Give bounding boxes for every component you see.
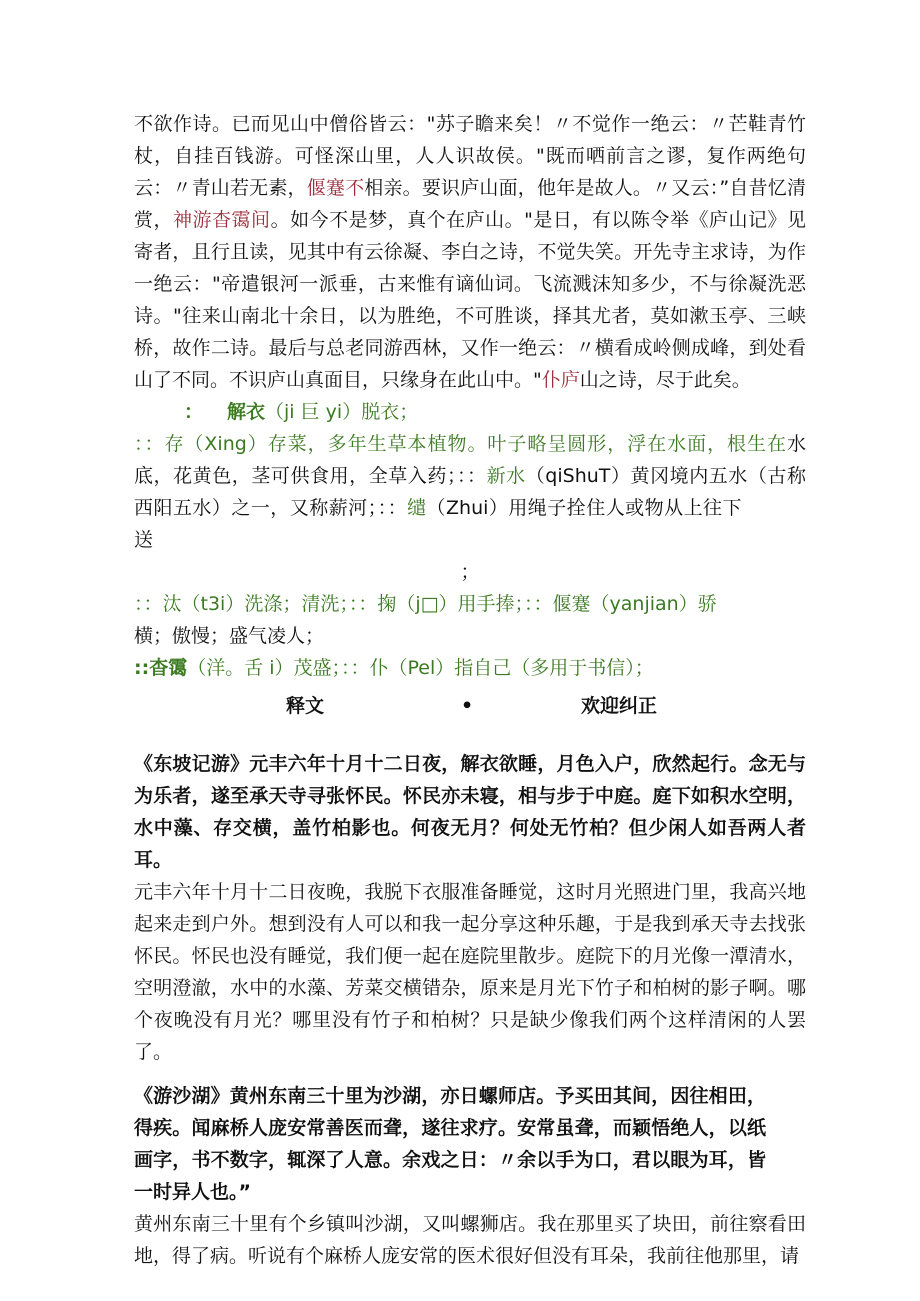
highlight-shenyou: 神游杳霭间	[173, 209, 271, 231]
gloss-term: 新水	[486, 465, 526, 487]
document-page	[134, 108, 806, 1272]
gloss-tai	[134, 588, 806, 652]
gloss-line: 横；傲慢；盛气凌人；	[134, 625, 325, 647]
gloss-definition: （qiShuT）黄冈境内五水（古称西阳五水）之一，又称薪河；：：	[134, 465, 806, 519]
gloss-definition: （洋。舌 i）茂盛；：：仆（Pel）指自己（多用于书信）；	[187, 657, 654, 679]
highlight-yanjian: 偃蹇不	[306, 177, 365, 199]
highlight-pulu: 仆庐	[541, 369, 580, 391]
gloss-definition: 水底，花黄色，茎可供食用，全草入药；：：	[134, 433, 806, 487]
gloss-xing	[134, 428, 806, 556]
semicolon: ；	[460, 561, 480, 583]
gloss-colon: ：	[184, 401, 204, 423]
sha-hu-original: 《游沙湖》黄州东南三十里为沙湖，亦日螺师店。予买田其间，因往相田，得疾。闻麻桥人庞安常善医而聋，遂往求疗。安常虽聋，而颖悟绝人，以纸画字，书不数字，辄深了人意。余戏之日：〃余以手为口，君以眼为耳，皆一时异人也。”	[134, 1085, 766, 1203]
gloss-term: ::杳霭	[134, 657, 188, 679]
gloss-line: ：：汰（t3i）洗涤；清洗；：：掬（j□）用手捧；：：偃蹇（yanjian）骄	[134, 593, 717, 615]
header-dot: •	[461, 695, 474, 717]
gloss-send: 送	[134, 529, 154, 551]
ji-you-original: 《东坡记游》元丰六年十月十二日夜，解衣欲睡，月色入户，欣然起行。念无与为乐者，遂至承天寺寻张怀民。怀民亦未寝，相与步于中庭。庭下如积水空明，水中藻、存交横，盖竹柏影也。何夜无月？何处无竹柏？但少闲人如吾两人者耳。	[134, 753, 806, 871]
gloss-term: ：：存	[134, 433, 185, 455]
gloss-definition: （Zhui）用绳子拴住人或物从上往下	[426, 497, 742, 519]
sha-hu-translation: 黄州东南三十里有个乡镇叫沙湖，又叫螺狮店。我在那里买了块田，前往察看田地，得了病。听说有个麻桥人庞安常的医术很好但没有耳朵，我前往他那里，请	[134, 1213, 806, 1267]
gloss-yaoai	[134, 652, 806, 684]
gloss-definition: （Xing）存菜，多年生草本植物。叶子略呈圆形，浮在水面，根生在	[184, 433, 787, 455]
paragraph-lushan-poems	[134, 108, 806, 396]
gloss-term: 解衣	[227, 401, 266, 423]
header-right: 欢迎纠正	[581, 695, 658, 717]
ji-you-translation: 元丰六年十月十二日夜晚，我脱下衣服准备睡觉，这时月光照进门里，我高兴地起来走到户外。想到没有人可以和我一起分享这种乐趣，于是我到承天寺去找张怀民。怀民也没有睡觉，我们便一起在庭院里散步。庭院下的月光像一潭清水，空明澄澈，水中的水藻、芳菜交横错杂，原来是月光下竹子和柏树的影子啊。哪个夜晚没有月光？哪里没有竹子和柏树？只是缺少像我们两个这样清闲的人罢了。	[134, 881, 806, 1063]
text-run: 不欲作诗。已而见山中僧俗皆云："苏子瞻来矣！〃不觉作一绝云：〃芒鞋青竹杖，自挂百钱游。可怪深山里，人人识故侯。"既而哂前言之谬，复作两绝句云：〃青山若无素，	[134, 113, 806, 199]
text-run: 相亲。要识庐山面，他年是故人。〃又云：”自昔忆清赏，	[134, 177, 806, 231]
gloss-semicolon	[134, 556, 806, 588]
gloss-term: 缱	[407, 497, 427, 519]
text-run: 山之诗，尽于此矣。	[579, 369, 751, 391]
section-header	[134, 690, 806, 722]
gloss-definition: （ji 巨 yi）脱衣；	[265, 401, 419, 423]
text-run: 。如今不是梦，真个在庐山。"是日，有以陈令举《庐山记》见寄者，且行且读，见其中有云徐凝、李白之诗，不觉失笑。开先寺主求诗，为作一绝云："帝遣银河一派垂，古来惟有谪仙词。飞流溅沫知多少，不与徐凝洗恶诗。"往来山南北十余日，以为胜绝，不可胜谈，择其尤者，莫如漱玉亭、三峡桥，故作二诗。最后与总老同游西林，又作一绝云：〃横看成岭侧成峰，到处看山了不同。不识庐山真面目，只缘身在此山中。"	[134, 209, 806, 391]
gloss-jieyi	[134, 396, 806, 428]
header-left: 释文	[286, 695, 325, 717]
